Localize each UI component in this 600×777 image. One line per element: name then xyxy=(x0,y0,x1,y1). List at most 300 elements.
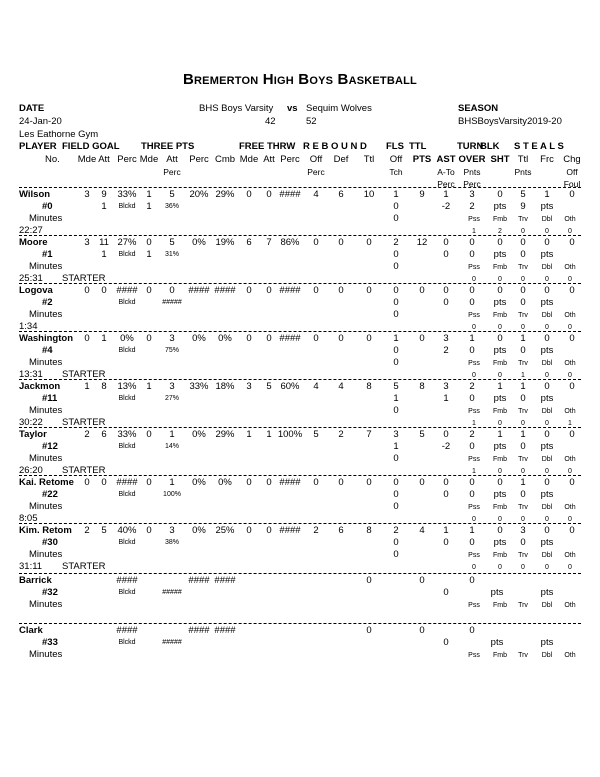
header-col-11: Off xyxy=(309,154,323,165)
pts-label: pts xyxy=(540,297,554,308)
steal-type-label: Pss xyxy=(468,504,480,511)
player-number: #0 xyxy=(42,201,53,212)
header-col-6: Perc xyxy=(189,154,209,165)
steal-type-label: Pss xyxy=(468,312,480,319)
stat-cell: 0 xyxy=(393,477,399,488)
stat-cell: 0% xyxy=(218,477,232,488)
player-number: #4 xyxy=(42,345,53,356)
stat-cell: 1 xyxy=(497,381,503,392)
stat-cell: 3 xyxy=(169,333,175,344)
header-col-10: Perc xyxy=(280,154,300,165)
stat-cell: 0 xyxy=(520,285,526,296)
pts-label: pts xyxy=(540,441,554,452)
header-sub-perc-a: Perc xyxy=(437,179,455,189)
stat-cell: 100% xyxy=(277,429,303,440)
starter-label: STARTER xyxy=(62,561,106,572)
pts-label: pts xyxy=(490,637,504,648)
stat-cell: 0 xyxy=(569,381,575,392)
stat-cell: 33% xyxy=(117,189,137,200)
turnover-points: 0 xyxy=(469,345,475,356)
player-name: Moore xyxy=(19,237,48,248)
header-sub-tch: Tch xyxy=(389,167,403,177)
three-blocked-perc: 75% xyxy=(164,347,180,354)
stat-cell: 2 xyxy=(469,381,475,392)
minutes-fouls: 0 xyxy=(393,261,399,272)
stat-cell: 1 xyxy=(266,429,272,440)
stat-cell: 3 xyxy=(520,525,526,536)
steal-type-label: Dbl xyxy=(541,602,553,609)
steal-type-label: Fmb xyxy=(493,456,507,463)
steal-type-value: 1 xyxy=(568,420,572,427)
stat-cell: 0 xyxy=(497,525,503,536)
steal-type-label: Dbl xyxy=(541,360,553,367)
stat-cell: #### xyxy=(279,525,301,536)
header-sub-3pt-perc: Perc xyxy=(163,167,181,177)
pts-label: pts xyxy=(540,587,554,598)
minutes-value: 22:27 xyxy=(19,225,43,236)
steal-type-value: 0 xyxy=(545,468,549,475)
minutes-label: Minutes xyxy=(29,549,63,560)
stat-cell: 0 xyxy=(338,285,344,296)
stat-cell: 0 xyxy=(497,189,503,200)
stat-cell: 0 xyxy=(497,333,503,344)
header-sub-pnts-2: Pnts xyxy=(514,167,532,177)
player-number: #33 xyxy=(42,637,58,648)
stat-cell: 0 xyxy=(246,189,252,200)
stat-cell: 11 xyxy=(99,237,109,248)
stat-cell: 0 xyxy=(443,285,449,296)
away-score: 52 xyxy=(306,116,317,127)
player-number: #1 xyxy=(42,249,53,260)
steal-type-value: 0 xyxy=(521,276,525,283)
pts-label: pts xyxy=(493,393,507,404)
steal-type-label: Fmb xyxy=(493,264,507,271)
stat-cell: 1 xyxy=(443,525,449,536)
stat-cell: 2 xyxy=(469,429,475,440)
minutes-value: 26:20 xyxy=(19,465,43,476)
stat-cell: 25% xyxy=(215,525,235,536)
rebound-total: 0 xyxy=(366,625,372,636)
header-col-14: Off xyxy=(389,154,403,165)
steal-type-label: Oth xyxy=(564,602,576,609)
steal-type-label: Oth xyxy=(564,652,576,659)
blocked-label: Blckd xyxy=(118,443,136,450)
home-score: 42 xyxy=(265,116,276,127)
steal-type-label: Fmb xyxy=(493,360,507,367)
steal-type-label: Pss xyxy=(468,652,480,659)
steal-type-label: Fmb xyxy=(493,652,507,659)
player-name: Logova xyxy=(19,285,53,296)
steal-points: 0 xyxy=(520,345,526,356)
blocked-label: Blckd xyxy=(118,589,136,596)
assist-to-turnover: 0 xyxy=(443,637,449,648)
stat-cell: 0 xyxy=(469,477,475,488)
steal-type-label: Fmb xyxy=(493,602,507,609)
stat-cell: 5 xyxy=(419,429,425,440)
stat-cell: 1 xyxy=(146,189,152,200)
page-title: Bremerton High Boys Basketball xyxy=(183,71,417,88)
stat-cell: 3 xyxy=(169,381,175,392)
stat-cell: 0 xyxy=(313,285,319,296)
steal-type-value: 0 xyxy=(545,228,549,235)
player-name: Taylor xyxy=(19,429,47,440)
combined-perc: #### xyxy=(214,625,236,636)
minutes-label: Minutes xyxy=(29,261,63,272)
steal-type-label: Oth xyxy=(564,552,576,559)
pts-label: pts xyxy=(493,201,507,212)
steal-type-label: Trv xyxy=(518,216,528,223)
pts-label: pts xyxy=(493,489,507,500)
stat-cell: 8 xyxy=(366,381,372,392)
minutes-label: Minutes xyxy=(29,357,63,368)
row-separator xyxy=(19,331,581,332)
stat-cell: 0 xyxy=(246,477,252,488)
steal-points: 0 xyxy=(520,489,526,500)
stat-cell: 0 xyxy=(266,285,272,296)
header-col-20: Frc xyxy=(540,154,554,165)
steal-type-label: Dbl xyxy=(541,408,553,415)
steal-type-value: 0 xyxy=(521,564,525,571)
blocked-three: 1 xyxy=(146,201,152,212)
pts-label: pts xyxy=(540,201,554,212)
assist-to-turnover: -2 xyxy=(441,441,451,452)
stat-cell: 0 xyxy=(569,285,575,296)
stat-cell: 4 xyxy=(338,381,344,392)
header-col-13: Ttl xyxy=(363,154,375,165)
three-blocked-perc: 36% xyxy=(164,203,180,210)
stat-cell: 0 xyxy=(246,333,252,344)
row-separator xyxy=(19,573,581,574)
header-col-12: Def xyxy=(333,154,349,165)
steal-type-value: 0 xyxy=(498,276,502,283)
steal-type-label: Trv xyxy=(518,456,528,463)
minutes-label: Minutes xyxy=(29,599,63,610)
stat-cell: 40% xyxy=(117,525,137,536)
stat-cell: 1 xyxy=(520,333,526,344)
steal-type-value: 1 xyxy=(521,372,525,379)
steal-type-value: 0 xyxy=(472,564,476,571)
stat-cell: 1 xyxy=(84,381,90,392)
stat-cell: 19% xyxy=(215,237,235,248)
steal-type-label: Pss xyxy=(468,552,480,559)
blocked-label: Blckd xyxy=(118,251,136,258)
stat-cell: 0 xyxy=(497,285,503,296)
stat-cell: 1 xyxy=(393,333,399,344)
steal-type-label: Pss xyxy=(468,408,480,415)
player-name: Barrick xyxy=(19,575,52,586)
header-col-2: Att xyxy=(98,154,110,165)
fouls-off: 0 xyxy=(393,537,399,548)
stat-cell: #### xyxy=(116,477,138,488)
stat-cell: 2 xyxy=(393,525,399,536)
stat-cell: 0 xyxy=(569,333,575,344)
stat-cell: 6 xyxy=(338,525,344,536)
steal-type-label: Pss xyxy=(468,264,480,271)
starter-label: STARTER xyxy=(62,369,106,380)
stat-cell: 2 xyxy=(313,525,319,536)
stat-cell: 0 xyxy=(366,285,372,296)
fouls-off: 0 xyxy=(393,345,399,356)
steal-type-value: 0 xyxy=(545,420,549,427)
stat-cell: 0 xyxy=(146,525,152,536)
stat-cell: 1 xyxy=(544,189,550,200)
stat-cell: 0 xyxy=(544,429,550,440)
turnovers: 0 xyxy=(469,625,475,636)
steal-type-label: Oth xyxy=(564,456,576,463)
header-sub-ato: A-To xyxy=(437,167,455,177)
turnover-points: 0 xyxy=(469,489,475,500)
blocked-label: Blckd xyxy=(118,539,136,546)
player-number: #2 xyxy=(42,297,53,308)
blocked-label: Blckd xyxy=(118,203,136,210)
three-blocked-perc: 14% xyxy=(164,443,180,450)
blocked-label: Blckd xyxy=(118,639,136,646)
assist-to-turnover: 2 xyxy=(443,345,449,356)
blocked-label: Blckd xyxy=(118,299,136,306)
fouls-off: 1 xyxy=(393,393,399,404)
stat-cell: 0 xyxy=(266,525,272,536)
steal-type-value: 1 xyxy=(472,228,476,235)
player-number: #12 xyxy=(42,441,58,452)
stat-cell: 5 xyxy=(101,525,107,536)
three-blocked-perc: 27% xyxy=(164,395,180,402)
steal-type-label: Trv xyxy=(518,652,528,659)
date-label: DATE xyxy=(19,103,45,114)
season-label: SEASON xyxy=(458,103,499,114)
steal-type-value: 0 xyxy=(498,564,502,571)
minutes-label: Minutes xyxy=(29,453,63,464)
stat-cell: 20% xyxy=(189,189,209,200)
stat-cell: 5 xyxy=(393,381,399,392)
steal-type-value: 0 xyxy=(545,564,549,571)
minutes-label: Minutes xyxy=(29,405,63,416)
stat-cell: 29% xyxy=(215,429,235,440)
header-col-0: No. xyxy=(45,154,60,165)
stat-cell: 0 xyxy=(569,477,575,488)
stat-cell: #### xyxy=(279,285,301,296)
stat-cell: 3 xyxy=(246,381,252,392)
minutes-fouls: 0 xyxy=(393,309,399,320)
steal-type-value: 2 xyxy=(498,228,502,235)
steal-type-value: 0 xyxy=(568,468,572,475)
three-blocked-perc: 31% xyxy=(164,251,180,258)
player-name: Kim. Retom xyxy=(19,525,72,536)
steal-type-label: Dbl xyxy=(541,312,553,319)
three-perc: #### xyxy=(188,625,210,636)
steal-type-label: Oth xyxy=(564,264,576,271)
stat-cell: 6 xyxy=(246,237,252,248)
player-name: Kai. Retome xyxy=(19,477,74,488)
header-group-9: S T E A L S xyxy=(514,141,564,152)
fouls-off: 0 xyxy=(393,489,399,500)
header-group-7: TURN xyxy=(457,141,484,152)
minutes-value: 1:34 xyxy=(19,321,38,332)
steal-type-value: 0 xyxy=(521,468,525,475)
stat-cell: 0 xyxy=(101,285,107,296)
fouls-off: 1 xyxy=(393,441,399,452)
stat-cell: 8 xyxy=(101,381,107,392)
header-sub-reb-perc: Perc xyxy=(307,167,325,177)
fouls-off: 0 xyxy=(393,297,399,308)
steal-points: 0 xyxy=(520,537,526,548)
header-col-19: Ttl xyxy=(517,154,529,165)
steal-type-value: 0 xyxy=(472,372,476,379)
stat-cell: #### xyxy=(214,285,236,296)
stat-cell: 1 xyxy=(469,333,475,344)
stat-cell: 0 xyxy=(443,237,449,248)
stat-cell: 0 xyxy=(146,429,152,440)
pts-label: pts xyxy=(493,297,507,308)
header-group-2: THREE PTS xyxy=(141,141,195,152)
steal-type-label: Trv xyxy=(518,408,528,415)
header-col-4: Mde xyxy=(139,154,159,165)
stat-cell: 10 xyxy=(363,189,375,200)
header-col-18: SHT xyxy=(490,154,510,165)
stat-cell: 0 xyxy=(497,477,503,488)
stat-cell: 9 xyxy=(419,189,425,200)
stat-cell: 18% xyxy=(215,381,235,392)
minutes-fouls: 0 xyxy=(393,501,399,512)
stat-cell: 27% xyxy=(117,237,137,248)
stat-cell: 0% xyxy=(192,477,206,488)
rebound-total: 0 xyxy=(366,575,372,586)
header-col-3: Perc xyxy=(117,154,137,165)
header-sub-off: Off xyxy=(566,167,578,177)
stat-cell: 5 xyxy=(169,189,175,200)
three-blocked-perc: ##### xyxy=(162,639,182,646)
stat-cell: 0 xyxy=(246,285,252,296)
stat-cell: 0 xyxy=(313,333,319,344)
steal-points: 0 xyxy=(520,441,526,452)
pts-label: pts xyxy=(540,345,554,356)
player-name: Wilson xyxy=(19,189,51,200)
turnover-points: 2 xyxy=(469,201,475,212)
stat-cell: #### xyxy=(188,285,210,296)
stat-cell: 29% xyxy=(215,189,235,200)
stat-cell: 2 xyxy=(84,525,90,536)
stat-cell: 0 xyxy=(544,525,550,536)
three-blocked-perc: ##### xyxy=(162,589,182,596)
player-number: #22 xyxy=(42,489,58,500)
stat-cell: 1 xyxy=(469,525,475,536)
steal-type-label: Trv xyxy=(518,552,528,559)
stat-cell: 0 xyxy=(419,285,425,296)
stat-cell: 1 xyxy=(393,189,399,200)
steal-type-label: Fmb xyxy=(493,552,507,559)
player-number: #11 xyxy=(42,393,58,404)
three-blocked-perc: 38% xyxy=(164,539,180,546)
stat-cell: 0% xyxy=(192,237,206,248)
header-sub-perc-b: Perc xyxy=(463,179,481,189)
stat-cell: 0 xyxy=(146,285,152,296)
stat-cell: 4 xyxy=(419,525,425,536)
stat-cell: 1 xyxy=(520,477,526,488)
minutes-label: Minutes xyxy=(29,501,63,512)
stat-cell: 9 xyxy=(101,189,107,200)
minutes-fouls: 0 xyxy=(393,213,399,224)
stat-cell: 0 xyxy=(338,333,344,344)
stat-cell: 5 xyxy=(169,237,175,248)
header-sub-pnts-1: Pnts xyxy=(463,167,481,177)
stat-cell: 33% xyxy=(189,381,209,392)
steal-points: 9 xyxy=(520,201,526,212)
steal-type-value: 0 xyxy=(472,516,476,523)
minutes-fouls: 0 xyxy=(393,453,399,464)
stat-cell: 0 xyxy=(393,285,399,296)
header-col-17: OVER xyxy=(458,154,486,165)
header-col-1: Mde xyxy=(77,154,97,165)
blocked-made: 1 xyxy=(101,201,107,212)
row-separator xyxy=(19,523,581,524)
steal-type-label: Fmb xyxy=(493,504,507,511)
stat-cell: 0% xyxy=(120,333,134,344)
steal-points: 0 xyxy=(520,393,526,404)
header-col-5: Att xyxy=(166,154,178,165)
stat-cell: 0 xyxy=(544,333,550,344)
steal-type-label: Dbl xyxy=(541,552,553,559)
total-points: 0 xyxy=(419,625,425,636)
steal-type-label: Trv xyxy=(518,360,528,367)
steal-type-value: 1 xyxy=(472,420,476,427)
steal-type-label: Pss xyxy=(468,602,480,609)
game-date: 24-Jan-20 xyxy=(19,116,62,127)
steal-type-value: 0 xyxy=(521,420,525,427)
stat-cell: 0 xyxy=(497,237,503,248)
minutes-fouls: 0 xyxy=(393,549,399,560)
away-team: Sequim Wolves xyxy=(306,103,372,114)
stat-cell: 3 xyxy=(393,429,399,440)
steal-type-label: Dbl xyxy=(541,216,553,223)
player-name: Jackmon xyxy=(19,381,61,392)
turnover-points: 0 xyxy=(469,249,475,260)
steal-type-label: Trv xyxy=(518,312,528,319)
fouls-off: 0 xyxy=(393,249,399,260)
stat-cell: 0% xyxy=(218,333,232,344)
steal-type-value: 0 xyxy=(521,516,525,523)
steal-type-label: Pss xyxy=(468,360,480,367)
stat-cell: 2 xyxy=(84,429,90,440)
stat-cell: 60% xyxy=(280,381,300,392)
minutes-value: 30:22 xyxy=(19,417,43,428)
steal-type-label: Pss xyxy=(468,456,480,463)
stat-cell: 0% xyxy=(192,525,206,536)
row-separator xyxy=(19,235,581,236)
pts-label: pts xyxy=(490,587,504,598)
stat-cell: #### xyxy=(279,477,301,488)
season: BHSBoysVarsity2019-20 xyxy=(458,116,562,127)
steal-type-value: 0 xyxy=(498,420,502,427)
steal-type-label: Oth xyxy=(564,504,576,511)
stat-cell: 5 xyxy=(313,429,319,440)
header-group-3: FREE THRW xyxy=(239,141,296,152)
starter-label: STARTER xyxy=(62,417,106,428)
stat-cell: 86% xyxy=(280,237,300,248)
stat-cell: 1 xyxy=(101,333,107,344)
steal-type-label: Dbl xyxy=(541,504,553,511)
stat-cell: 0 xyxy=(544,477,550,488)
stat-cell: 6 xyxy=(338,189,344,200)
steal-type-label: Oth xyxy=(564,216,576,223)
minutes-value: 13:31 xyxy=(19,369,43,380)
stat-cell: 12 xyxy=(416,237,428,248)
vs-label: vs xyxy=(287,103,298,114)
stat-cell: 0 xyxy=(443,477,449,488)
stat-cell: 0 xyxy=(146,477,152,488)
minutes-label: Minutes xyxy=(29,309,63,320)
stat-cell: 0 xyxy=(569,237,575,248)
steal-type-value: 1 xyxy=(472,468,476,475)
stat-cell: 2 xyxy=(393,237,399,248)
